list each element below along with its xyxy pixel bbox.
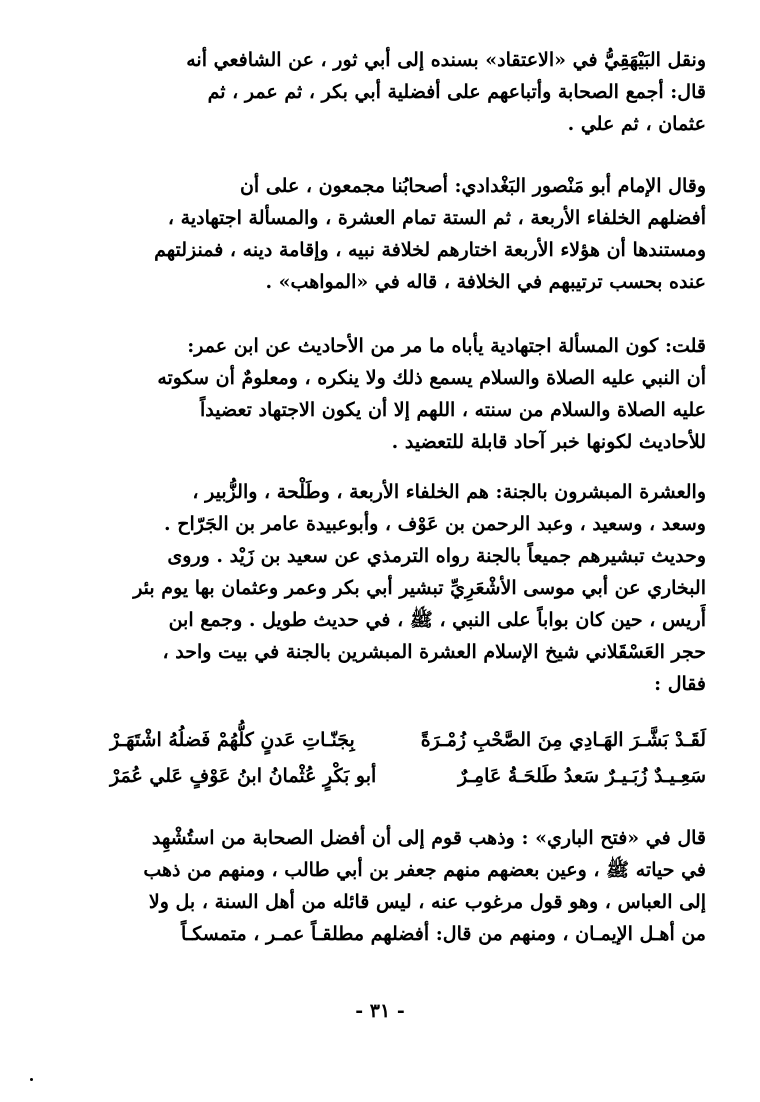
verse-first-hemistich: سَعِـيـدٌ زُبَـيـرٌ سَعدُ طَلحَـةُ عَامِـرٌ bbox=[457, 765, 706, 787]
text-line: أَريس ، حين كان بواباً على النبي ، ﷺ ، في حديث طويل . وجمع ابن bbox=[168, 609, 706, 631]
text-line: والعشرة المبشرون بالجنة: هم الخلفاء الأربعة ، وطَلْحة ، والزُّبير ، bbox=[192, 481, 706, 503]
text-line: قال: أجمع الصحابة وأتباعهم على أفضلية أبي بكر ، ثم عمر ، ثم bbox=[207, 81, 706, 103]
text-line: عنده بحسب ترتيبهم في الخلافة ، قاله في «المواهب» . bbox=[265, 271, 706, 293]
text-line: البخاري عن أبي موسى الأشْعَرِيِّ تبشير أبي بكر وعمر وعثمان بها يوم بئر bbox=[133, 577, 706, 599]
page-number: - ٣١ - bbox=[355, 1000, 405, 1022]
paragraph-qultu bbox=[110, 330, 706, 458]
text-line: حجر العَسْقَلاني شيخ الإسلام العشرة المبشرين بالجنة في بيت واحد ، bbox=[162, 641, 706, 663]
text-line: عثمان ، ثم علي . bbox=[567, 113, 706, 135]
verse-second-hemistich: بِجَنّـاتِ عَدنٍ كلُّهُمْ فَضلُهُ اشْتَهَـرْ bbox=[110, 729, 355, 751]
text-line: في حياته ﷺ ، وعين بعضهم منهم جعفر بن أبي طالب ، ومنهم من ذهب bbox=[143, 859, 706, 881]
text-line: قلت: كون المسألة اجتهادية يأباه ما مر من الأحاديث عن ابن عمر: bbox=[187, 335, 706, 357]
text-line: ومستندها أن هؤلاء الأربعة اختارهم لخلافة نبيه ، وإقامة دينه ، فمنزلتهم bbox=[154, 239, 706, 261]
text-line: وسعد ، وسعيد ، وعبد الرحمن بن عَوْف ، وأبوعبيدة عامر بن الجَرّاح . bbox=[164, 513, 706, 535]
scan-speck bbox=[30, 1078, 33, 1081]
text-line: أفضلهم الخلفاء الأربعة ، ثم الستة تمام العشرة ، والمسألة اجتهادية ، bbox=[167, 207, 706, 229]
poem-verse bbox=[110, 758, 706, 794]
verse-second-hemistich: أبو بَكْرٍ عُثْمانُ ابنُ عَوْفٍ عَلي عُمَرْ bbox=[110, 765, 377, 787]
text-line: عليه الصلاة والسلام من سنته ، اللهم إلا أن يكون الاجتهاد تعضيداً bbox=[200, 399, 706, 421]
text-line: فقال : bbox=[654, 673, 706, 695]
text-line: أن النبي عليه الصلاة والسلام يسمع ذلك ولا ينكره ، ومعلومٌ أن سكوته bbox=[157, 367, 706, 389]
paragraph-baghdadi bbox=[110, 170, 706, 298]
text-line: وحديث تبشيرهم جميعاً بالجنة رواه الترمذي عن سعيد بن زَيْد . وروى bbox=[167, 545, 706, 567]
text-line: إلى العباس ، وهو قول مرغوب عنه ، ليس قائله من أهل السنة ، بل ولا bbox=[148, 891, 706, 913]
text-line: للأحاديث لكونها خبر آحاد قابلة للتعضيد . bbox=[391, 431, 706, 453]
text-line: وقال الإمام أبو مَنْصور البَغْدادي: أصحابُنا مجمعون ، على أن bbox=[239, 175, 706, 197]
text-line: من أهـل الإيمـان ، ومنهم من قال: أفضلهم مطلقـاً عمـر ، متمسكـاً bbox=[180, 923, 706, 945]
poem-verses bbox=[110, 722, 706, 794]
text-line: قال في «فتح الباري» : وذهب قوم إلى أن أفضل الصحابة من استُشْهِد bbox=[151, 827, 706, 849]
poem-verse bbox=[110, 722, 706, 758]
paragraph-fath-al-bari bbox=[110, 822, 706, 950]
paragraph-bayhaqi bbox=[110, 44, 706, 140]
verse-first-hemistich: لَقَـدْ بَشَّـرَ الهَـادِي مِنَ الصَّحْبِ زُمْـرَةً bbox=[420, 729, 706, 751]
paragraph-ten-promised bbox=[110, 476, 706, 700]
text-line: ونقل البَيْهَقِيُّ في «الاعتقاد» بسنده إلى أبي ثور ، عن الشافعي أنه bbox=[186, 49, 706, 71]
